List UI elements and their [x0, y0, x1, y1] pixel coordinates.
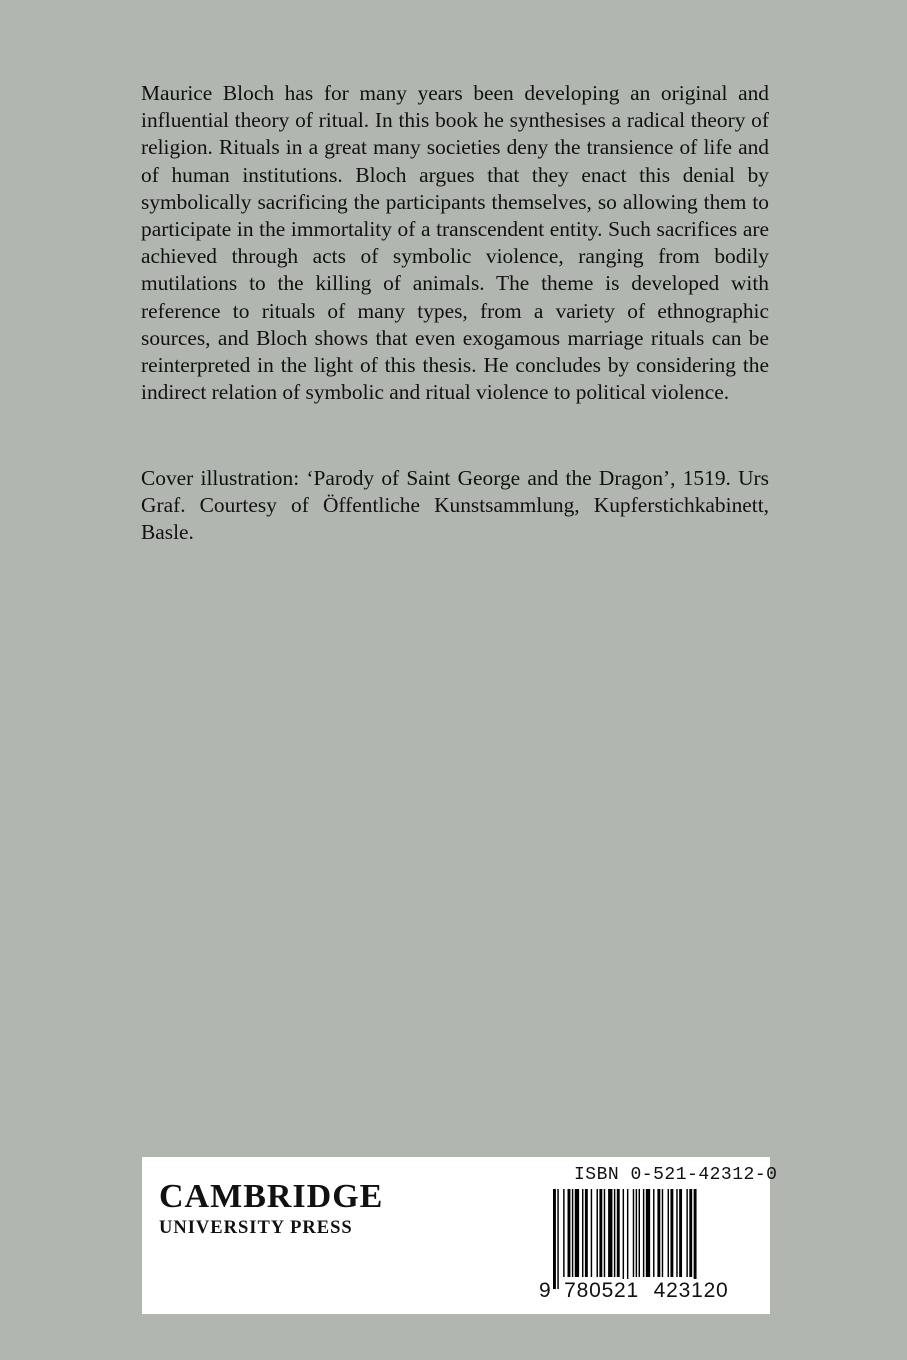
barcode-digits	[538, 1279, 730, 1303]
barcode-first-digit: 9	[539, 1279, 552, 1302]
barcode-icon	[551, 1189, 751, 1289]
barcode-right-digits: 423120	[653, 1279, 729, 1302]
publisher-barcode-panel	[142, 1157, 778, 1314]
publisher-logo	[159, 1179, 383, 1239]
isbn-label: ISBN 0-521-42312-0	[574, 1165, 778, 1185]
cover-illustration-credit: Cover illustration: ‘Parody of Saint George and the Dragon’, 1519. Urs Graf. Courtesy of Öffentliche Kunstsammlung, Kupferstichkabinett, Basle.	[141, 466, 769, 545]
back-cover-blurb	[141, 80, 769, 406]
publisher-name: CAMBRIDGE	[159, 1178, 384, 1215]
publisher-subtitle: UNIVERSITY PRESS	[159, 1218, 353, 1238]
blurb-text: Maurice Bloch has for many years been developing an original and influential theory of ritual. In this book he synthesises a radical theory of religion. Rituals in a great many societies deny the transience of life and of human institutions. Bloch argues that they enact this denial by symbolically sacrificing the participants themselves, so allowing them to participate in the immortality of a transcendent entity. Such sacrifices are achieved through acts of symbolic violence, ranging from bodily mutilations to the killing of animals. The theme is developed with reference to rituals of many types, from a variety of ethnographic sources, and Bloch shows that even exogamous marriage rituals can be reinterpreted in the light of this thesis. He concludes by considering the indirect relation of symbolic and ritual violence to political violence.	[141, 81, 769, 405]
barcode-left-digits: 780521	[564, 1279, 640, 1302]
